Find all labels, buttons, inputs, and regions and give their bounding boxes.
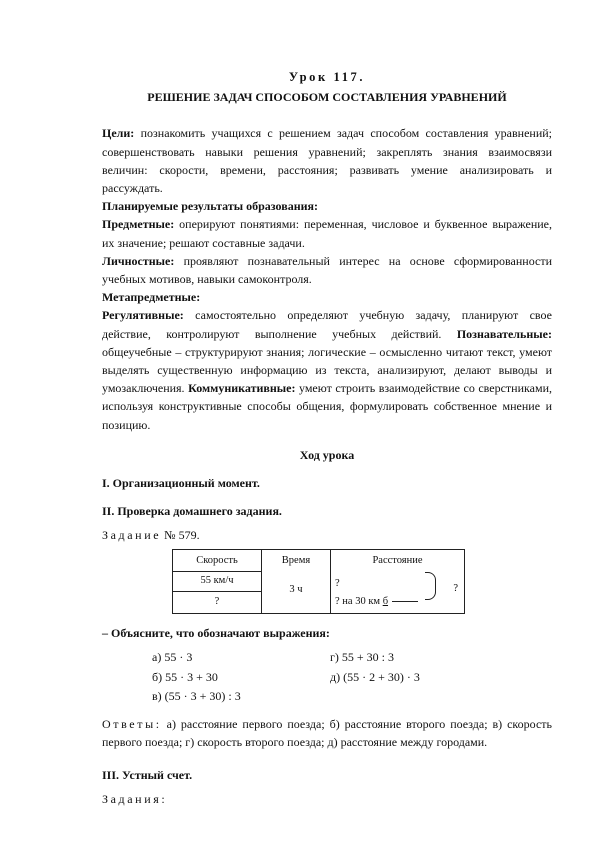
goals-paragraph [102,124,552,197]
distance-cell [331,549,465,614]
answers-text: а) расстояние первого поезда; б) расстояние второго поезда; в) скорость первого поезда; г) скорость второго поезда; д) расстояние между городами. [102,717,552,750]
personal-text: проявляют познавательный интерес на основе сформированности учебных мотивов, навыки самоконтроля. [102,253,552,287]
meta-reg-label: Регулятивные: [102,308,184,323]
expression-v: в) (55 · 3 + 30) : 3 [152,688,241,703]
distance-row-2 [335,593,460,611]
task-label: Задание [102,528,162,543]
stage-1: I. Организационный момент. [102,476,260,491]
explain-prompt: – Объясните, что обозначают выражения: [102,626,330,641]
expression-g: г) 55 + 30 : 3 [330,650,395,665]
speed-value: 55 км/ч [173,572,261,592]
speed-unknown: ? [214,596,220,608]
meta-com-text: умеют строить взаимодействие со сверстниками, используя конструктивные способы общения, формулировать собственное мнение и позицию. [102,381,552,432]
time-header: Время [281,554,311,566]
expressions-list [152,648,552,705]
expression-d: д) (55 · 2 + 30) · 3 [330,669,420,684]
meta-com-label: Коммуникативные: [188,381,296,396]
lesson-number: Урок 117. [288,70,366,84]
meta-cog-label: Познавательные: [456,326,552,341]
goals-label: Цели: [102,126,135,141]
time-cell [262,549,331,614]
subject-results [102,215,552,251]
distance-row-2-mark: б [382,596,389,608]
brace-icon [425,572,436,600]
task-table [172,549,465,615]
answers-label: Ответы: [102,717,162,732]
speed-cell [173,549,262,614]
distance-header: Расстояние [372,554,423,566]
distance-total: ? [453,582,458,594]
time-value: 3 ч [289,583,303,595]
stage-3: III. Устный счет. [102,767,193,782]
lesson-page [102,68,552,808]
meta-heading: Метапредметные: [102,290,201,305]
task-line [102,526,552,544]
personal-label: Личностные: [102,253,175,268]
tasks-label: Задания: [102,791,168,806]
expression-b: б) 55 · 3 + 30 [152,669,218,684]
results-heading: Планируемые результаты образования: [102,199,319,214]
meta-results [102,306,552,433]
course-heading: Ход урока [299,447,355,462]
lesson-title: РЕШЕНИЕ ЗАДАЧ СПОСОБОМ СОСТАВЛЕНИЯ УРАВНЕНИЙ [147,90,507,105]
meta-reg-text: самостоятельно определяют учебную задачу, планируют свое действие, контролируют выполнение учебных действий. [102,308,552,341]
subject-text: оперируют понятиями: переменная, числовое и буквенное выражение, их значение; решают составные задачи. [102,217,552,250]
expression-a: а) 55 · 3 [152,650,193,665]
personal-results [102,252,552,288]
arrow-icon [392,601,418,602]
goals-text: познакомить учащихся с решением задач способом составления уравнений; совершенствовать навыки решения уравнений; закреплять знания взаимосвязи величин: скорости, времени, расстояния; развивать умение анализировать и рассуждать. [102,126,552,196]
speed-header: Скорость [173,552,261,572]
distance-row-1: ? [335,577,340,589]
distance-row-2-text: ? на 30 км [335,596,383,608]
meta-cog-text: общеучебные – структурируют знания; логические – осмысленно читают текст, умеют выделять существенную информацию из текста, анализируют, делают выводы и умозаключения. [102,344,552,396]
expression-empty [330,687,530,705]
answers-paragraph [102,715,552,751]
task-number: № 579. [161,528,200,543]
stage-2: II. Проверка домашнего задания. [102,504,282,519]
subject-label: Предметные: [102,217,175,232]
